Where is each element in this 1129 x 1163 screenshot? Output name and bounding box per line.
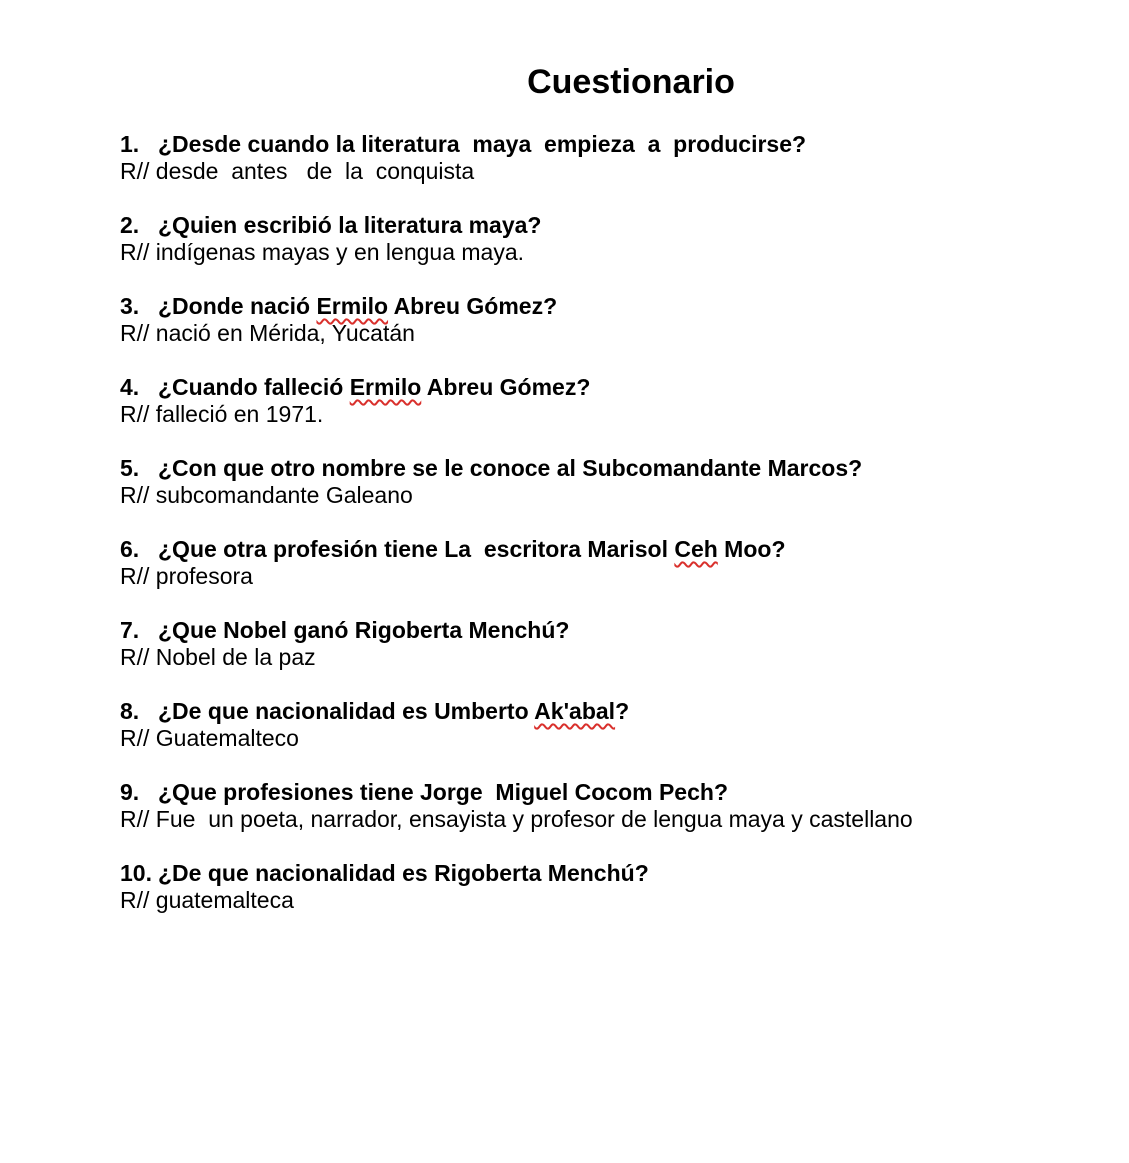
question-text-segment: ¿Con que otro nombre se le conoce al Subcomandante Marcos? (158, 455, 863, 481)
question-number: 5. (120, 455, 140, 481)
answer (120, 563, 1110, 589)
answer-text: guatemalteca (155, 887, 294, 913)
answer-prefix: R// (120, 320, 150, 346)
question-number: 4. (120, 374, 140, 400)
answer (120, 725, 1110, 751)
answer (120, 239, 1110, 265)
answer (120, 482, 1110, 508)
question (120, 373, 1110, 401)
answer-text: indígenas mayas y en lengua maya. (155, 239, 525, 265)
answer (120, 320, 1110, 346)
question (120, 697, 1110, 725)
question-text (158, 211, 541, 239)
qa-item (120, 859, 1110, 940)
question-text (158, 292, 557, 320)
question-number: 8. (120, 698, 140, 724)
misspelled-word: Ak'abal (534, 698, 616, 724)
question (120, 292, 1110, 320)
question (120, 778, 1110, 806)
question-text (158, 697, 629, 725)
question (120, 535, 1110, 563)
question-number: 9. (120, 779, 140, 805)
question-text-segment: Moo? (717, 536, 786, 562)
question-text-segment: Abreu Gómez? (388, 293, 558, 319)
qa-item (120, 454, 1110, 535)
question-text-segment: ¿Desde cuando la literatura maya empieza a producirse? (158, 131, 807, 157)
question-text-segment: ¿Donde nació (158, 293, 317, 319)
qa-item (120, 373, 1110, 454)
question-text (158, 859, 649, 887)
question-text-segment: ¿Que profesiones tiene Jorge Miguel Cocom Pech? (158, 779, 728, 805)
answer-prefix: R// (120, 401, 150, 427)
answer-text: desde antes de la conquista (155, 158, 475, 184)
answer (120, 644, 1110, 670)
question-text-segment: Abreu Gómez? (421, 374, 591, 400)
question-number: 1. (120, 131, 140, 157)
question-text-segment: ¿Que Nobel ganó Rigoberta Menchú? (158, 617, 570, 643)
misspelled-word: Ermilo (349, 374, 422, 400)
question-text (158, 778, 728, 806)
qa-item (120, 130, 1110, 211)
answer-prefix: R// (120, 806, 150, 832)
question-text-segment: ¿Quien escribió la literatura maya? (158, 212, 542, 238)
answer (120, 401, 1110, 427)
question-number: 6. (120, 536, 140, 562)
answer-prefix: R// (120, 482, 150, 508)
answer (120, 806, 1110, 832)
question-text-segment: ¿Cuando falleció (158, 374, 350, 400)
question-text (158, 616, 569, 644)
misspelled-word: Ermilo (316, 293, 389, 319)
answer-prefix: R// (120, 887, 150, 913)
question (120, 130, 1110, 158)
qa-item (120, 616, 1110, 697)
answer-prefix: R// (120, 644, 150, 670)
question-list (120, 130, 1110, 940)
qa-item (120, 211, 1110, 292)
question (120, 211, 1110, 239)
question-number: 10. (120, 860, 152, 886)
question-number: 3. (120, 293, 140, 319)
question-text-segment: ? (615, 698, 630, 724)
answer-prefix: R// (120, 563, 150, 589)
question (120, 859, 1110, 887)
question-text (158, 454, 862, 482)
answer-prefix: R// (120, 239, 150, 265)
answer-text: nació en Mérida, Yucatán (155, 320, 415, 346)
answer (120, 887, 1110, 913)
answer-prefix: R// (120, 725, 150, 751)
answer (120, 158, 1110, 184)
question-text (158, 130, 806, 158)
question-number: 7. (120, 617, 140, 643)
answer-prefix: R// (120, 158, 150, 184)
answer-text: subcomandante Galeano (155, 482, 413, 508)
qa-item (120, 292, 1110, 373)
answer-text: Fue un poeta, narrador, ensayista y profesor de lengua maya y castellano (155, 806, 913, 832)
question-text (158, 535, 786, 563)
question-text (158, 373, 590, 401)
misspelled-word: Ceh (674, 536, 718, 562)
qa-item (120, 778, 1110, 859)
answer-text: falleció en 1971. (155, 401, 324, 427)
question-text-segment: ¿De que nacionalidad es Umberto (158, 698, 535, 724)
question-text-segment: ¿De que nacionalidad es Rigoberta Menchú? (158, 860, 649, 886)
answer-text: profesora (155, 563, 253, 589)
question (120, 454, 1110, 482)
question (120, 616, 1110, 644)
answer-text: Guatemalteco (155, 725, 299, 751)
question-number: 2. (120, 212, 140, 238)
document-title: Cuestionario (527, 63, 735, 101)
question-text-segment: ¿Que otra profesión tiene La escritora Marisol (158, 536, 675, 562)
answer-text: Nobel de la paz (155, 644, 316, 670)
qa-item (120, 697, 1110, 778)
qa-item (120, 535, 1110, 616)
